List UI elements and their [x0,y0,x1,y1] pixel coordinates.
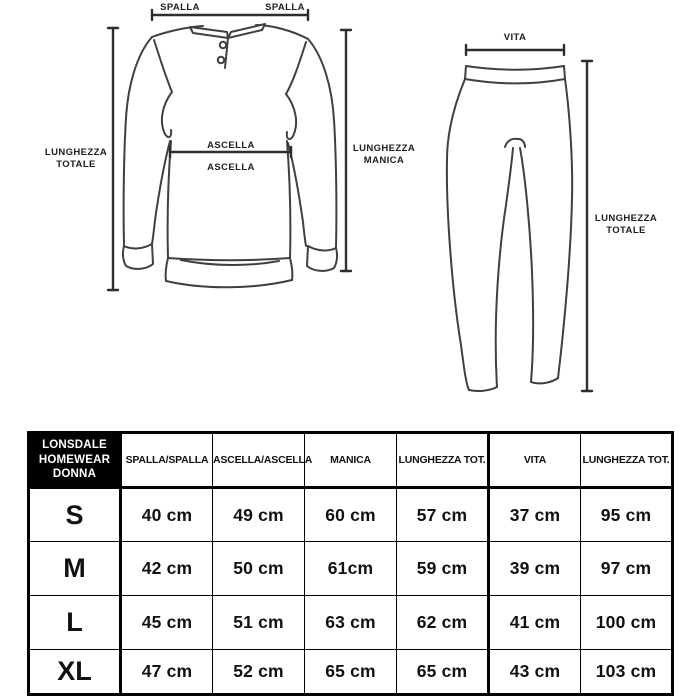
ascella-bottom-label: ASCELLA [207,162,255,173]
button-icon [220,42,226,48]
value-cell: 51 cm [213,596,305,650]
sleeve-length-label: MANICA [363,155,405,166]
col-header-spalla-spalla: SPALLA/SPALLA [121,433,213,488]
value-cell: 37 cm [489,488,581,542]
value-cell: 103 cm [581,650,673,695]
measurement-lines [108,10,592,391]
size-cell: S [29,488,121,542]
col-header-ascella-ascella: ASCELLA/ASCELLA [213,433,305,488]
value-cell: 97 cm [581,542,673,596]
brand-line: HOMEWEAR [38,453,111,466]
table-row-xl [29,650,673,695]
brand-line: DONNA [52,468,97,481]
col-header-vita: VITA [489,433,581,488]
size-cell: XL [29,650,121,695]
size-table [27,431,674,696]
table-row-m [29,542,673,596]
value-cell: 39 cm [489,542,581,596]
col-header-manica: MANICA [305,433,397,488]
value-cell: 45 cm [121,596,213,650]
size-cell: M [29,542,121,596]
value-cell: 60 cm [305,488,397,542]
pants-drawing [447,66,572,391]
value-cell: 47 cm [121,650,213,695]
shirt-total-length-label: LUNGHEZZA [44,147,108,158]
value-cell: 59 cm [397,542,489,596]
pants-total-length-label: TOTALE [606,225,646,236]
value-cell: 63 cm [305,596,397,650]
value-cell: 43 cm [489,650,581,695]
ascella-top-label: ASCELLA [207,140,255,151]
shirt-drawing [123,24,337,287]
table-header-row [29,433,673,488]
shirt-length-measure-line [108,28,118,290]
value-cell: 50 cm [213,542,305,596]
sleeve-length-label: LUNGHEZZA [352,143,416,154]
col-header-lunghezza-tot-shirt: LUNGHEZZA TOT. [397,433,489,488]
sleeve-length-measure-line [341,30,351,271]
shirt-total-length-label: TOTALE [56,159,96,170]
value-cell: 65 cm [397,650,489,695]
button-icon [218,57,224,63]
value-cell: 65 cm [305,650,397,695]
value-cell: 57 cm [397,488,489,542]
value-cell: 100 cm [581,596,673,650]
pants-total-length-label: LUNGHEZZA [594,213,658,224]
value-cell: 41 cm [489,596,581,650]
value-cell: 61cm [305,542,397,596]
value-cell: 42 cm [121,542,213,596]
spalla-right-label: SPALLA [265,2,305,13]
size-cell: L [29,596,121,650]
brand-header-cell [29,433,121,488]
table-row-s [29,488,673,542]
value-cell: 95 cm [581,488,673,542]
value-cell: 49 cm [213,488,305,542]
pants-length-measure-line [582,61,592,391]
col-header-lunghezza-tot-pants: LUNGHEZZA TOT. [581,433,673,488]
spalla-left-label: SPALLA [160,2,200,13]
value-cell: 62 cm [397,596,489,650]
value-cell: 52 cm [213,650,305,695]
brand-line: LONSDALE [42,439,107,452]
vita-label: VITA [503,32,527,43]
table-row-l [29,596,673,650]
vita-measure-line [466,45,564,55]
value-cell: 40 cm [121,488,213,542]
